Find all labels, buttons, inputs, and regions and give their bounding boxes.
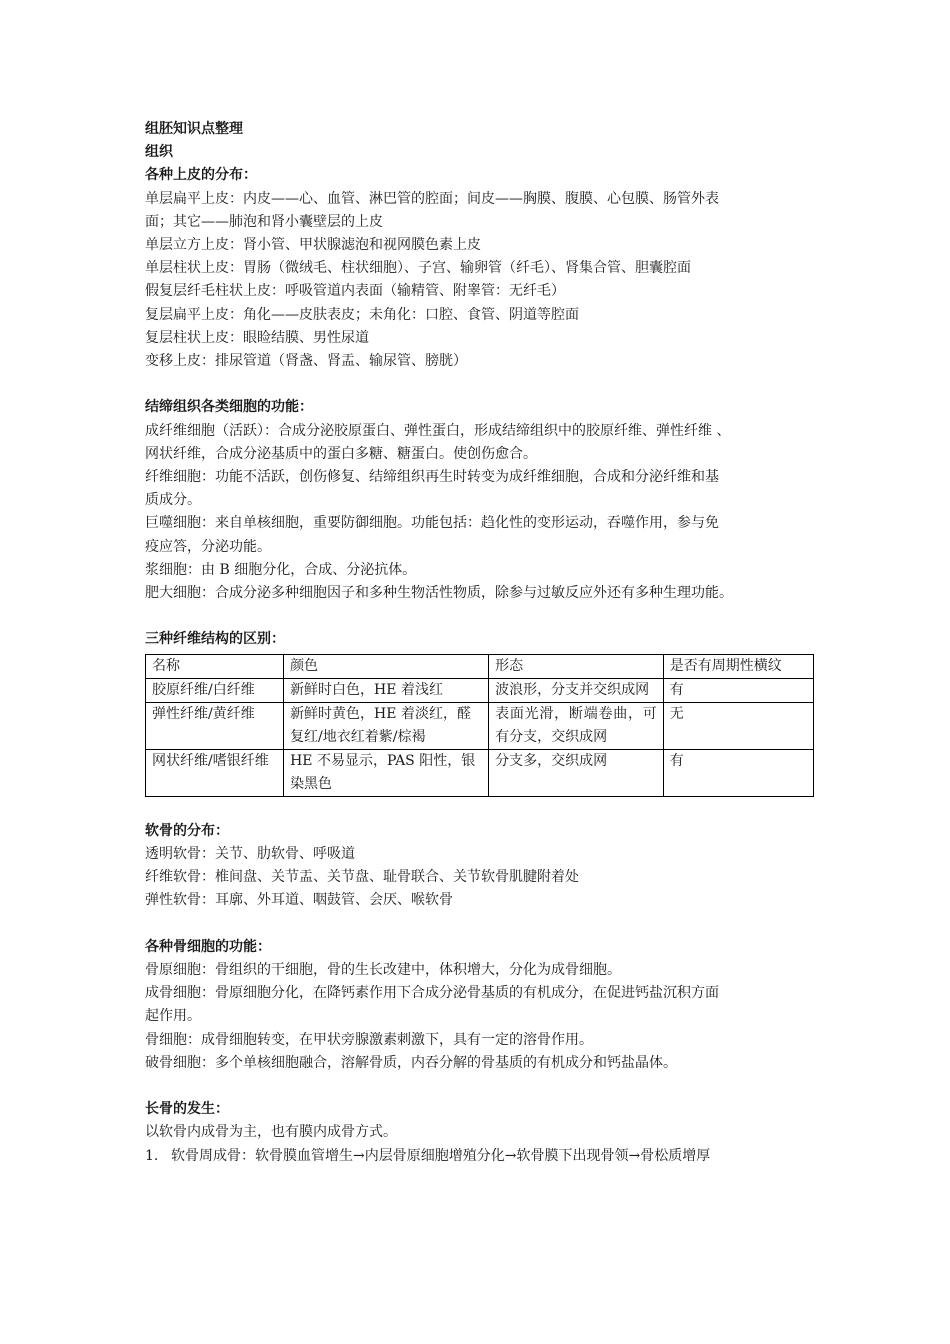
table-cell: 新鲜时黄色，HE 着淡红，醛复红/地衣红着紫/棕褐 (284, 702, 489, 749)
fiber-table (145, 654, 814, 797)
table-row (146, 702, 814, 749)
table-row (146, 749, 814, 796)
long-bone-heading: 长骨的发生： (145, 1101, 229, 1118)
text-line: 成骨细胞：骨原细胞分化，在降钙素作用下合成分泌骨基质的有机成分，在促进钙盐沉积方面 (145, 985, 719, 1002)
table-cell: 胶原纤维/白纤维 (146, 678, 284, 702)
text-line: 面；其它——肺泡和肾小囊壁层的上皮 (145, 213, 383, 230)
text-line: 肥大细胞：合成分泌多种细胞因子和多种生物活性物质，除参与过敏反应外还有多种生理功能。 (145, 585, 733, 602)
text-line: 透明软骨：关节、肋软骨、呼吸道 (145, 846, 355, 863)
list-item (145, 1145, 815, 1168)
text-line: 复层扁平上皮：角化——皮肤表皮；未角化：口腔、食管、阴道等腔面 (145, 306, 579, 323)
document-page (145, 118, 815, 1168)
text-line: 复层柱状上皮：眼睑结膜、男性尿道 (145, 329, 369, 346)
cartilage-heading: 软骨的分布： (145, 822, 229, 839)
text-line: 破骨细胞：多个单核细胞融合，溶解骨质，内吞分解的骨基质的有机成分和钙盐晶体。 (145, 1054, 677, 1071)
epithelium-list (145, 188, 815, 374)
text-line: 巨噬细胞：来自单核细胞，重要防御细胞。功能包括：趋化性的变形运动，吞噬作用，参与免 (145, 515, 719, 532)
text-line: 假复层纤毛柱状上皮：呼吸管道内表面（输精管、附睾管：无纤毛） (145, 283, 565, 300)
text-line: 起作用。 (145, 1008, 201, 1025)
table-cell: 表面光滑，断端卷曲，可有分支，交织成网 (489, 702, 664, 749)
table-cell: 弹性纤维/黄纤维 (146, 702, 284, 749)
text-line: 成纤维细胞（活跃）：合成分泌胶原蛋白、弹性蛋白，形成结缔组织中的胶原纤维、弹性纤维 、 (145, 422, 731, 439)
fibers-heading: 三种纤维结构的区别： (145, 631, 285, 648)
list-item-text: 软骨周成骨：软骨膜血管增生→内层骨原细胞增殖分化→软骨膜下出现骨领→骨松质增厚 (171, 1147, 711, 1164)
table-cell: 分支多，交织成网 (489, 749, 664, 796)
text-line: 变移上皮：排尿管道（肾盏、肾盂、输尿管、膀胱） (145, 353, 467, 370)
table-cell: HE 不易显示，PAS 阳性，银染黑色 (284, 749, 489, 796)
table-cell: 网状纤维/嗜银纤维 (146, 749, 284, 796)
text-line: 单层柱状上皮：胃肠（微绒毛、柱状细胞）、子宫、输卵管（纤毛）、肾集合管、胆囊腔面 (145, 260, 691, 277)
list-number: 1. (145, 1147, 159, 1164)
table-cell: 有 (663, 749, 813, 796)
text-line: 骨原细胞：骨组织的干细胞，骨的生长改建中，体积增大，分化为成骨细胞。 (145, 962, 621, 979)
connective-list (145, 420, 815, 606)
table-header-cell: 颜色 (284, 654, 489, 678)
doc-title: 组胚知识点整理 (145, 121, 243, 137)
table-cell: 波浪形，分支并交织成网 (489, 678, 664, 702)
text-line: 单层立方上皮：肾小管、甲状腺滤泡和视网膜色素上皮 (145, 237, 481, 254)
text-line: 纤维细胞：功能不活跃，创伤修复、结缔组织再生时转变为成纤维细胞，合成和分泌纤维和基 (145, 469, 719, 486)
text-line: 骨细胞：成骨细胞转变，在甲状旁腺激素刺激下，具有一定的溶骨作用。 (145, 1031, 593, 1048)
table-header-cell: 名称 (146, 654, 284, 678)
table-row (146, 678, 814, 702)
table-cell: 有 (663, 678, 813, 702)
long-bone-intro: 以软骨内成骨为主，也有膜内成骨方式。 (145, 1124, 397, 1141)
bone-cells-list (145, 959, 815, 1075)
text-line: 浆细胞：由 B 细胞分化，合成、分泌抗体。 (145, 561, 417, 578)
table-cell: 无 (663, 702, 813, 749)
bone-cells-heading: 各种骨细胞的功能： (145, 938, 271, 955)
text-line: 单层扁平上皮：内皮——心、血管、淋巴管的腔面；间皮——胸膜、腹膜、心包膜、肠管外表 (145, 190, 719, 207)
table-cell: 新鲜时白色，HE 着浅红 (284, 678, 489, 702)
table-header-cell: 形态 (489, 654, 664, 678)
table-header-cell: 是否有周期性横纹 (663, 654, 813, 678)
text-line: 纤维软骨：椎间盘、关节盂、关节盘、耻骨联合、关节软骨肌腱附着处 (145, 869, 579, 886)
section-title: 组织 (145, 144, 173, 161)
text-line: 疫应答，分泌功能。 (145, 538, 271, 555)
text-line: 质成分。 (145, 492, 201, 509)
text-line: 网状纤维，合成分泌基质中的蛋白多糖、糖蛋白。使创伤愈合。 (145, 445, 537, 462)
cartilage-list (145, 843, 815, 913)
epithelium-heading: 各种上皮的分布： (145, 167, 257, 184)
text-line: 弹性软骨：耳廓、外耳道、咽鼓管、会厌、喉软骨 (145, 892, 453, 909)
table-header-row (146, 654, 814, 678)
connective-heading: 结缔组织各类细胞的功能： (145, 399, 313, 416)
